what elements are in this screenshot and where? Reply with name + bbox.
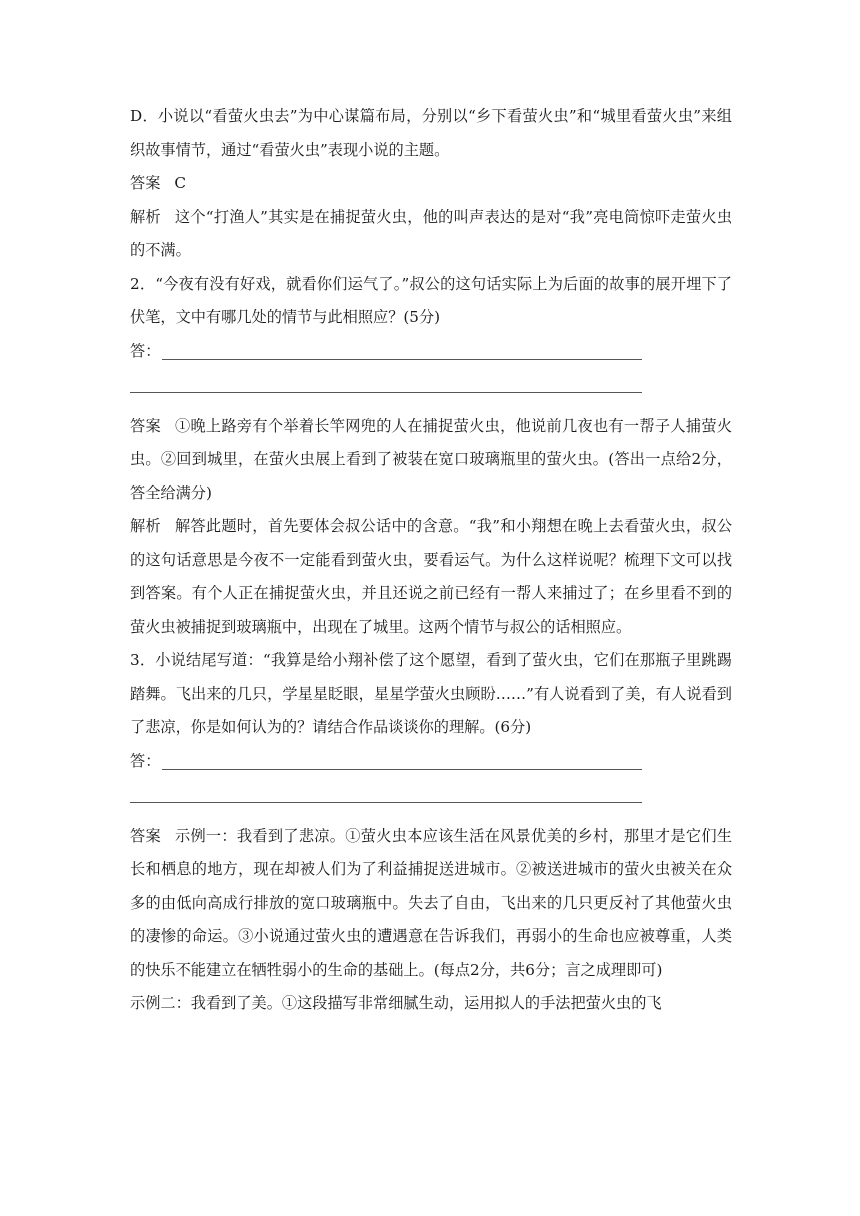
q3-example2: 示例二：我看到了美。①这段描写非常细腻生动，运用拟人的手法把萤火虫的飞 [130,994,662,1012]
analysis-label: 解析 [130,207,161,226]
analysis-label: 解析 [130,517,161,535]
answer-text: C [174,174,186,192]
q2-answer-field[interactable] [130,335,732,369]
answer-prompt: 答： [130,751,161,770]
answer-underline [162,359,642,360]
answer-underline [162,769,642,770]
analysis-text: 这个“打渔人”其实是在捕捉萤火虫，他的叫声表达的是对“我”亮电筒惊吓走萤火虫的不满。 [130,207,733,259]
q2-analysis [130,510,732,644]
answer-underline [130,802,642,803]
q2-question: 2．“今夜有没有好戏，就看你们运气了。”叔公的这句话实际上为后面的故事的展开埋下了伏笔，文中有哪几处的情节与此相照应？(5分) [130,274,732,326]
q3-answer-field-line2[interactable] [130,778,732,812]
q2-answer [130,410,732,511]
answer-text: 示例一：我看到了悲凉。①萤火虫本应该生活在风景优美的乡村，那里才是它们生长和栖息的地方，现在却被人们为了利益捕捉送进城市。②被送进城市的萤火虫被关在众多的由低向高成行排放的宽口玻璃瓶中。失去了自由，飞出来的几只更反衬了其他萤火虫的凄惨的命运。③小说通过萤火虫的遭遇意在告诉我们，再弱小的生命也应被尊重，人类的快乐不能建立在牺牲弱小的生命的基础上。(每点2分，共6分；言之成理即可) [130,826,733,979]
q3-answer-field[interactable] [130,745,732,779]
document-page [130,100,732,1021]
analysis-text: 解答此题时，首先要体会叔公话中的含意。“我”和小翔想在晚上去看萤火虫，叔公的这句话意思是今夜不一定能看到萤火虫，要看运气。为什么这样说呢？梳理下文可以找到答案。有个人正在捕捉萤火虫，并且还说之前已经有一帮人来捕过了；在乡里看不到的萤火虫被捕捉到玻璃瓶中，出现在了城里。这两个情节与叔公的话相照应。 [130,517,733,636]
answer-underline [130,392,642,393]
q1-answer [130,167,732,201]
q3-answer [130,820,732,988]
q3-question: 3．小说结尾写道：“我算是给小翔补偿了这个愿望，看到了萤火虫，它们在那瓶子里跳踢踏舞。飞出来的几只，学星星眨眼，星星学萤火虫顾盼……”有人说看到了美，有人说看到了悲凉，你是如何认为的？请结合作品谈谈你的理解。(6分) [130,651,732,736]
answer-label: 答案 [130,416,161,435]
option-d-text: D．小说以“看萤火虫去”为中心谋篇布局，分别以“乡下看萤火虫”和“城里看萤火虫”来组织故事情节，通过“看萤火虫”表现小说的主题。 [130,107,732,159]
answer-label: 答案 [130,174,161,192]
answer-label: 答案 [130,826,161,845]
q1-analysis [130,201,732,268]
answer-text: ①晚上路旁有个举着长竿网兜的人在捕捉萤火虫，他说前几夜也有一帮子人捕萤火虫。②回到城里，在萤火虫展上看到了被装在宽口玻璃瓶里的萤火虫。(答出一点给2分，答全给满分) [130,416,733,502]
q2-answer-field-line2[interactable] [130,368,732,402]
answer-prompt: 答： [130,341,161,360]
